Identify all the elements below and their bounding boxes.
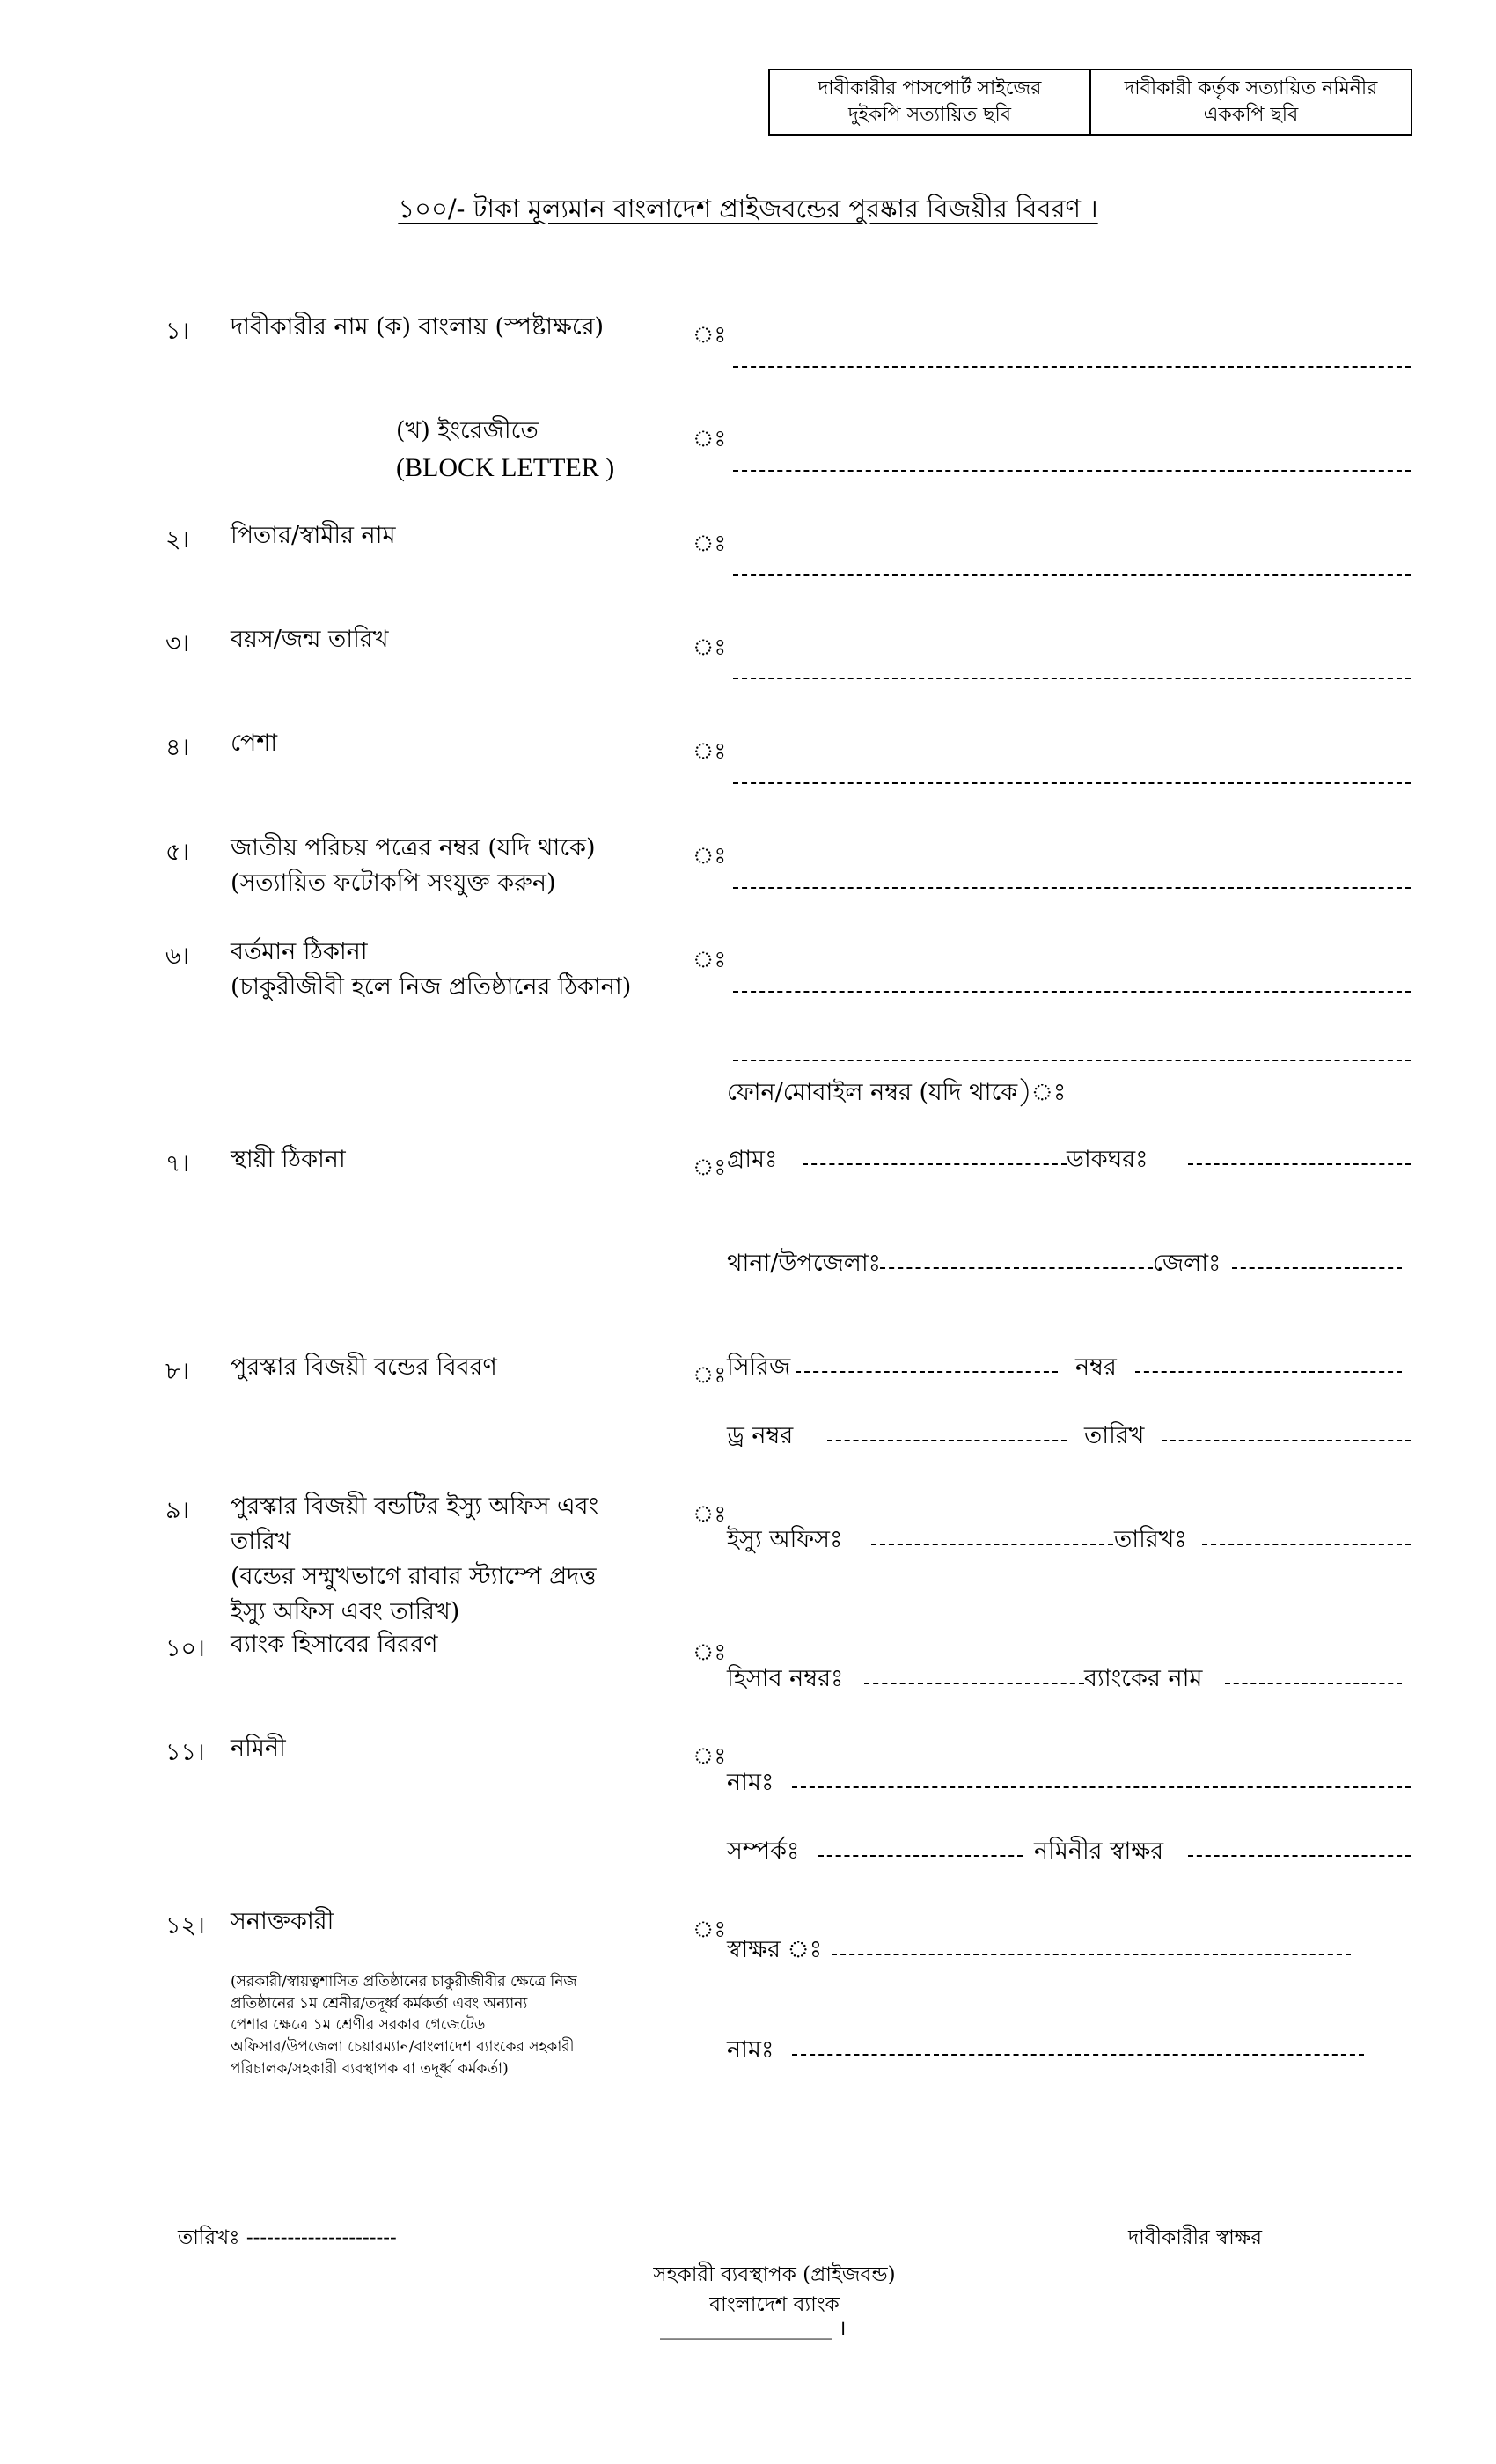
bank-name-label: ব্যাংকের নাম <box>1084 1665 1203 1692</box>
post-office-label: ডাকঘরঃ <box>1067 1146 1148 1173</box>
identifier-signature-fill-line[interactable] <box>832 1954 1351 1955</box>
item-5-number: ৫। <box>165 839 190 866</box>
item-1b-sub: (BLOCK LETTER ) <box>396 453 615 482</box>
item-1-number: ১। <box>165 318 190 345</box>
item-5-label: জাতীয় পরিচয় পত্রের নম্বর (যদি থাকে) <box>231 834 596 862</box>
draw-number-label: ড্র নম্বর <box>727 1422 794 1449</box>
item-7-colon: ঃ <box>693 1155 727 1181</box>
item-3-number: ৩। <box>165 630 190 657</box>
nominee-photo-line2: এককপি ছবি <box>1203 104 1299 126</box>
issue-date-label: তারিখঃ <box>1114 1526 1187 1553</box>
item-11-number: ১১। <box>165 1739 205 1766</box>
item-5-fill-line[interactable] <box>733 887 1411 889</box>
item-4-label: পেশা <box>231 730 278 757</box>
series-fill-line[interactable] <box>796 1371 1058 1373</box>
item-7-label: স্থায়ী ঠিকানা <box>231 1146 346 1173</box>
draw-date-label: তারিখ <box>1084 1422 1145 1449</box>
item-12-note-line: (সরকারী/স্বায়ত্বশাসিত প্রতিষ্ঠানের চাকুরীজীবীর ক্ষেত্রে নিজ <box>231 1973 577 1991</box>
bank-name-fill-line[interactable] <box>1225 1683 1402 1684</box>
nominee-photo-cell <box>1089 70 1411 134</box>
item-2-number: ২। <box>165 526 190 554</box>
draw-number-fill-line[interactable] <box>827 1440 1067 1441</box>
item-12-note-line: পেশার ক্ষেত্রে ১ম শ্রেণীর সরকার গেজেটেড <box>231 2016 486 2035</box>
item-1b-colon: ঃ <box>693 426 727 452</box>
item-6-fill-line-2[interactable] <box>733 1060 1411 1061</box>
thana-label: থানা/উপজেলাঃ <box>727 1250 882 1277</box>
item-12-note-line: পরিচালক/সহকারী ব্যবস্থাপক বা তদূর্ধ্ব কর্মকর্তা) <box>231 2059 509 2078</box>
item-12-note-line: প্রতিষ্ঠানের ১ম শ্রেনীর/তদূর্ধ্ব কর্মকর্তা এবং অন্যান্য <box>231 1994 528 2013</box>
item-4-fill-line[interactable] <box>733 782 1411 784</box>
bond-number-label: নম্বর <box>1075 1353 1117 1381</box>
item-5-sub: (সত্যায়িত ফটোকপি সংযুক্ত করুন) <box>231 869 556 897</box>
series-label: সিরিজ <box>727 1353 791 1381</box>
claimant-photo-cell <box>770 70 1089 134</box>
item-9-colon: ঃ <box>693 1501 727 1528</box>
photo-box <box>768 69 1412 136</box>
post-office-fill-line[interactable] <box>1188 1163 1411 1165</box>
claimant-photo-line2: দুইকপি সত্যায়িত ছবি <box>847 104 1012 126</box>
item-1b-label: (খ) ইংরেজীতে <box>396 417 539 444</box>
item-12-note-line: অফিসার/উপজেলা চেয়ারম্যান/বাংলাদেশ ব্যাংকের সহকারী <box>231 2037 575 2056</box>
item-8-colon: ঃ <box>693 1362 727 1389</box>
thana-fill-line[interactable] <box>880 1267 1153 1269</box>
item-9-number: ৯। <box>165 1497 190 1524</box>
item-12-colon: ঃ <box>693 1917 727 1943</box>
bangladesh-bank-label: বাংলাদেশ ব্যাংক <box>709 2293 840 2316</box>
item-2-fill-line[interactable] <box>733 574 1411 576</box>
item-9-label: পুরস্কার বিজয়ী বন্ডটির ইস্যু অফিস এবং <box>231 1492 599 1520</box>
nominee-photo-line1: দাবীকারী কর্তৃক সত্যায়িত নমিনীর <box>1124 77 1378 100</box>
footer-date: তারিখঃ ---------------------- <box>178 2226 397 2249</box>
item-4-number: ৪। <box>165 734 190 761</box>
district-label: জেলাঃ <box>1153 1250 1221 1277</box>
item-9-sub-2: ইস্যু অফিস এবং তারিখ) <box>231 1598 460 1625</box>
item-1-colon: ঃ <box>693 322 727 348</box>
item-6-sub: (চাকুরীজীবী হলে নিজ প্রতিষ্ঠানের ঠিকানা) <box>231 973 632 1001</box>
item-8-number: ৮। <box>165 1358 190 1385</box>
item-1b-fill-line[interactable] <box>733 470 1411 472</box>
issue-office-fill-line[interactable] <box>871 1544 1113 1545</box>
account-number-label: হিসাব নম্বরঃ <box>727 1665 844 1692</box>
nominee-signature-fill-line[interactable] <box>1188 1855 1411 1857</box>
item-3-label: বয়স/জন্ম তারিখ <box>231 626 389 653</box>
relation-label: সম্পর্কঃ <box>727 1837 800 1865</box>
item-11-colon: ঃ <box>693 1743 727 1770</box>
item-5-colon: ঃ <box>693 843 727 869</box>
village-fill-line[interactable] <box>803 1163 1067 1165</box>
claimant-photo-line1: দাবীকারীর পাসপোর্ট সাইজের <box>818 77 1042 100</box>
item-1-label: দাবীকারীর নাম (ক) বাংলায় (স্পষ্টাক্ষরে) <box>231 313 605 341</box>
item-9-label-2: তারিখ <box>231 1528 291 1555</box>
form-title: ১০০/- টাকা মূল্যমান বাংলাদেশ প্রাইজবন্ডের পুরষ্কার বিজয়ীর বিবরণ । <box>398 194 1098 224</box>
item-4-colon: ঃ <box>693 738 727 765</box>
item-2-label: পিতার/স্বামীর নাম <box>231 522 396 549</box>
district-fill-line[interactable] <box>1232 1267 1402 1269</box>
item-12-label: সনাক্তকারী <box>231 1908 334 1935</box>
item-8-label: পুরস্কার বিজয়ী বন্ডের বিবরণ <box>231 1353 497 1381</box>
village-label: গ্রামঃ <box>727 1146 778 1173</box>
item-1-fill-line[interactable] <box>733 366 1411 368</box>
item-11-label: নমিনী <box>231 1734 286 1762</box>
identifier-name-fill-line[interactable] <box>792 2054 1364 2056</box>
relation-fill-line[interactable] <box>818 1855 1023 1857</box>
item-7-number: ৭। <box>165 1150 190 1177</box>
item-6-phone-label: ফোন/মোবাইল নম্বর (যদি থাকে)ঃ <box>727 1079 1067 1106</box>
nominee-name-label: নামঃ <box>727 1769 774 1796</box>
item-6-number: ৬। <box>165 942 190 970</box>
draw-date-fill-line[interactable] <box>1162 1440 1411 1441</box>
account-number-fill-line[interactable] <box>864 1683 1084 1684</box>
item-10-colon: ঃ <box>693 1639 727 1666</box>
item-10-number: ১০। <box>165 1635 205 1662</box>
bond-number-fill-line[interactable] <box>1135 1371 1402 1373</box>
claimant-signature-label: দাবীকারীর স্বাক্ষর <box>1128 2226 1263 2249</box>
footer-blank-line: _________________ । <box>660 2317 847 2340</box>
item-9-sub-1: (বন্ডের সম্মুখভাগে রাবার স্ট্যাম্পে প্রদত্ত <box>231 1563 597 1590</box>
item-12-note <box>231 1971 669 2079</box>
identifier-name-label: নামঃ <box>727 2036 774 2064</box>
item-12-number: ১২। <box>165 1912 205 1940</box>
nominee-signature-label: নমিনীর স্বাক্ষর <box>1034 1837 1164 1865</box>
nominee-name-fill-line[interactable] <box>792 1786 1411 1788</box>
issue-date-fill-line[interactable] <box>1202 1544 1411 1545</box>
item-2-colon: ঃ <box>693 531 727 557</box>
assistant-manager-label: সহকারী ব্যবস্থাপক (প্রাইজবন্ড) <box>653 2263 896 2286</box>
identifier-signature-label: স্বাক্ষর ঃ <box>727 1936 823 1963</box>
item-6-fill-line-1[interactable] <box>733 991 1411 993</box>
item-10-label: ব্যাংক হিসাবের বিররণ <box>231 1631 438 1658</box>
item-6-label: বর্তমান ঠিকানা <box>231 938 368 965</box>
item-3-colon: ঃ <box>693 634 727 661</box>
issue-office-label: ইস্যু অফিসঃ <box>727 1526 843 1553</box>
item-6-colon: ঃ <box>693 947 727 973</box>
item-3-fill-line[interactable] <box>733 678 1411 679</box>
